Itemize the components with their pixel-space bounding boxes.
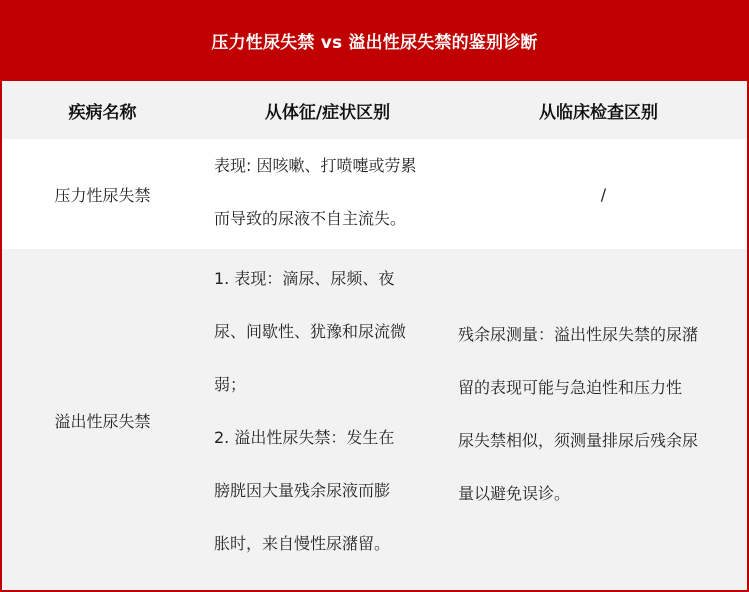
- symptoms-line: 膀胱因大量残余尿液而膨: [214, 481, 391, 500]
- symptoms-line: 尿、间歇性、犹豫和尿流微: [214, 322, 407, 341]
- header-symptoms: 从体征/症状区别: [264, 102, 391, 123]
- clinical-line: 量以避免误诊。: [458, 484, 571, 503]
- clinical-line: 尿失禁相似，须测量排尿后残余尿: [458, 431, 699, 450]
- disease-name-cell: 溢出性尿失禁: [54, 412, 151, 431]
- symptoms-line: 2. 溢出性尿失禁：发生在: [214, 428, 395, 447]
- symptoms-line: 而导致的尿液不自主流失。: [214, 209, 407, 228]
- clinical-line: 留的表现可能与急迫性和压力性: [458, 378, 683, 397]
- header-disease-name: 疾病名称: [68, 102, 137, 123]
- clinical-cell: /: [600, 184, 607, 204]
- clinical-line: 残余尿测量：溢出性尿失禁的尿潴: [458, 325, 699, 344]
- disease-name-cell: 压力性尿失禁: [54, 185, 151, 205]
- table-title: 压力性尿失禁 vs 溢出性尿失禁的鉴别诊断: [0, 0, 749, 81]
- header-clinical-exam: 从临床检查区别: [539, 102, 658, 123]
- symptoms-line: 胀时，来自慢性尿潴留。: [214, 534, 391, 553]
- symptoms-line: 表现: 因咳嗽、打喷嚏或劳累: [214, 156, 417, 175]
- symptoms-line: 1. 表现：滴尿、尿频、夜: [214, 269, 395, 288]
- symptoms-line: 弱；: [214, 375, 247, 394]
